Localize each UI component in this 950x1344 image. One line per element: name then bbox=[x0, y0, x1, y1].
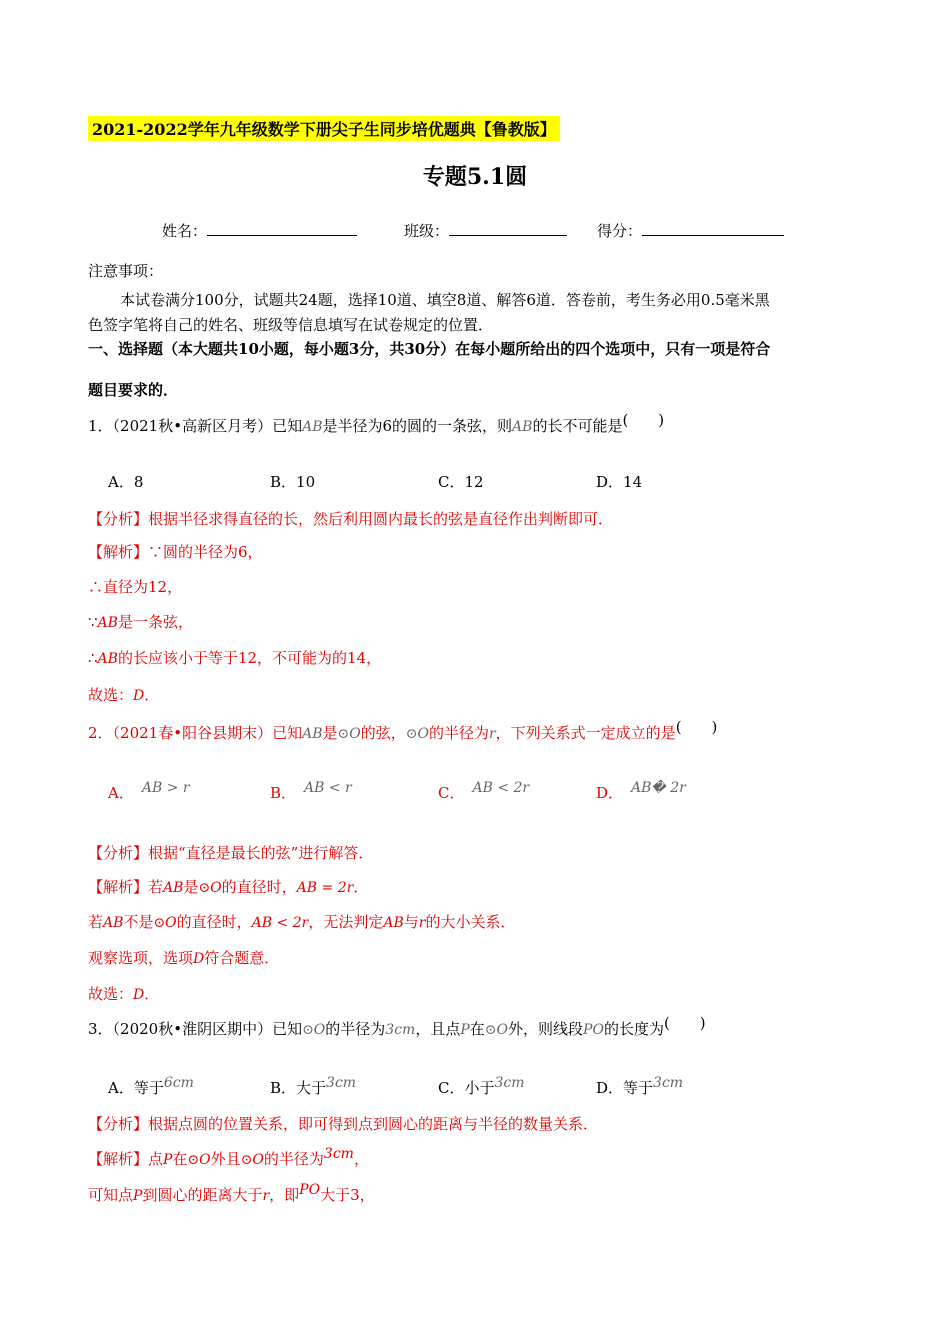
q2-sol3-text-b: 符合题意． bbox=[204, 949, 280, 967]
q1-solution-line-1: 【解析】∵圆的半径为6， bbox=[88, 543, 263, 561]
q1-sol3-math: AB bbox=[97, 615, 118, 631]
class-blank bbox=[449, 221, 567, 236]
q1-answer bbox=[88, 684, 159, 705]
q1-answer-end: ． bbox=[144, 686, 160, 704]
q3-math-3cm: 3cm bbox=[385, 1022, 416, 1038]
q2-sol1-text-c: 的直径时， bbox=[221, 878, 297, 896]
q2-sol3-text-a: 观察选项，选项 bbox=[88, 949, 194, 967]
q3-sol2-text-c: ，即 bbox=[269, 1186, 300, 1204]
q3-option-a bbox=[108, 1077, 194, 1098]
q1-math-ab-2: AB bbox=[512, 419, 533, 435]
q1-analysis: 【分析】根据半径求得直径的长，然后利用圆内最长的弦是直径作出判断即可． bbox=[88, 510, 614, 528]
q2-sol1-math-eq: AB = 2r bbox=[296, 880, 354, 896]
score-field bbox=[597, 220, 784, 241]
q2-sol1-text-a: 【解析】若 bbox=[88, 878, 164, 896]
q2-math-circle-o-2: ⊙O bbox=[405, 726, 429, 742]
q3-solution-line-2 bbox=[88, 1184, 375, 1205]
q2-stem bbox=[88, 718, 718, 743]
q2-answer-paren: ( ) bbox=[675, 718, 718, 736]
q2-option-c-letter: C． bbox=[438, 784, 465, 802]
q2-sol2-text-b: 不是 bbox=[123, 913, 154, 931]
q2-answer-end: ． bbox=[144, 985, 160, 1003]
q3-sol2-text-d: 大于3， bbox=[320, 1186, 375, 1204]
q1-answer-paren: ( ) bbox=[622, 411, 665, 429]
name-field bbox=[162, 220, 357, 241]
notice-heading: 注意事项： bbox=[88, 262, 164, 280]
q3-option-d-letter: D．等于 bbox=[596, 1079, 654, 1097]
q1-option-c: C．12 bbox=[438, 473, 484, 491]
q2-answer-label: 故选： bbox=[88, 985, 134, 1003]
q1-option-b: B．10 bbox=[270, 473, 316, 491]
document-banner: 2021-2022学年九年级数学下册尖子生同步培优题典【鲁教版】 bbox=[88, 116, 560, 141]
q2-solution-line-1 bbox=[88, 876, 368, 897]
q3-stem-text-c: ，且点 bbox=[415, 1020, 461, 1038]
q2-analysis: 【分析】根据“直径是最长的弦”进行解答． bbox=[88, 844, 374, 862]
page-title: 专题5.1圆 bbox=[422, 164, 528, 190]
q3-sol1-text-e: ， bbox=[353, 1150, 369, 1168]
q3-sol2-text-a: 可知点 bbox=[88, 1186, 134, 1204]
q3-option-b-letter: B．大于 bbox=[270, 1079, 327, 1097]
q1-sol3-text-a: ∵ bbox=[88, 613, 98, 631]
q2-sol2-text-a: 若 bbox=[88, 913, 104, 931]
class-field bbox=[404, 220, 567, 241]
q3-option-b-expr: 3cm bbox=[326, 1075, 357, 1091]
q2-option-d-letter: D． bbox=[596, 784, 624, 802]
q1-solution-line-3 bbox=[88, 611, 193, 632]
q1-sol3-text-b: 是一条弦， bbox=[117, 613, 193, 631]
section-heading-line-1: 一、选择题（本大题共10小题，每小题3分，共30分）在每小题所给出的四个选项中，只有一项是符合 bbox=[88, 340, 771, 358]
q1-sol4-text-a: ∴ bbox=[88, 649, 98, 667]
score-blank bbox=[642, 221, 784, 236]
q3-stem-text-e: 外，则线段 bbox=[508, 1020, 584, 1038]
q1-answer-label: 故选： bbox=[88, 686, 134, 704]
q2-option-b bbox=[270, 782, 352, 803]
q3-sol1-text-d: 的半径为 bbox=[263, 1150, 324, 1168]
class-label: 班级： bbox=[404, 222, 450, 240]
name-label: 姓名： bbox=[162, 222, 208, 240]
q2-sol1-text-b: 是 bbox=[183, 878, 199, 896]
q3-analysis: 【分析】根据点圆的位置关系，即可得到点到圆心的距离与半径的数量关系． bbox=[88, 1115, 599, 1133]
q3-math-circle-o-2: ⊙O bbox=[484, 1022, 509, 1038]
q3-stem-text-a: 3．（2020秋•淮阴区期中）已知 bbox=[88, 1020, 303, 1038]
section-heading-line-2: 题目要求的． bbox=[88, 381, 179, 399]
q2-answer bbox=[88, 983, 159, 1004]
q2-math-r: r bbox=[488, 726, 496, 742]
q3-stem-text-d: 在 bbox=[469, 1020, 485, 1038]
q1-sol4-math: AB bbox=[97, 651, 118, 667]
q3-option-c-expr: 3cm bbox=[494, 1075, 525, 1091]
score-label: 得分： bbox=[597, 222, 643, 240]
q3-sol2-math-p: P bbox=[133, 1188, 143, 1204]
q2-sol2-text-c: 的直径时， bbox=[176, 913, 252, 931]
q1-solution-line-4 bbox=[88, 647, 381, 668]
q3-option-a-expr: 6cm bbox=[163, 1075, 194, 1091]
q2-stem-text-a: 2．（2021春•阳谷县期末）已知 bbox=[88, 724, 303, 742]
q3-option-c bbox=[438, 1077, 525, 1098]
notice-line-1: 本试卷满分100分，试题共24题，选择10道、填空8道、解答6道．答卷前，考生务必用0.5毫米黑 bbox=[120, 291, 770, 309]
q3-option-c-letter: C．小于 bbox=[438, 1079, 495, 1097]
q2-option-b-letter: B． bbox=[270, 784, 297, 802]
q3-math-p: P bbox=[460, 1022, 470, 1038]
q1-stem bbox=[88, 411, 665, 436]
q2-solution-line-2 bbox=[88, 911, 515, 932]
q2-option-a bbox=[108, 782, 190, 803]
q2-option-a-letter: A． bbox=[108, 784, 134, 802]
q2-option-c-expr: AB < 2r bbox=[472, 780, 530, 796]
name-blank bbox=[207, 221, 357, 236]
q3-option-d bbox=[596, 1077, 683, 1098]
q2-sol1-text-d: ． bbox=[353, 878, 369, 896]
q2-stem-text-e: ，下列关系式一定成立的是 bbox=[495, 724, 676, 742]
q3-stem bbox=[88, 1014, 706, 1039]
q2-sol1-math-circle-o: ⊙O bbox=[198, 880, 222, 896]
q2-option-b-expr: AB < r bbox=[304, 780, 352, 796]
q2-math-ab: AB bbox=[302, 726, 323, 742]
q3-sol1-math-circle-o-2: ⊙O bbox=[240, 1152, 264, 1168]
q2-sol2-text-f: 的大小关系． bbox=[425, 913, 516, 931]
q2-stem-text-c: 的弦， bbox=[360, 724, 406, 742]
q3-option-d-expr: 3cm bbox=[653, 1075, 684, 1091]
q3-stem-text-f: 的长度为 bbox=[603, 1020, 664, 1038]
q2-sol2-math-r: r bbox=[418, 915, 426, 931]
q3-solution-line-1 bbox=[88, 1148, 369, 1169]
q3-sol1-text-a: 【解析】点 bbox=[88, 1150, 164, 1168]
q3-sol1-math-circle-o: ⊙O bbox=[187, 1152, 211, 1168]
q1-sol4-text-b: 的长应该小于等于12，不可能为的14， bbox=[117, 649, 382, 667]
q2-sol3-math: D bbox=[193, 951, 205, 967]
q2-sol2-text-d: ，无法判定 bbox=[308, 913, 384, 931]
q2-sol1-math-ab: AB bbox=[163, 880, 184, 896]
q3-sol1-math-p: P bbox=[163, 1152, 173, 1168]
q1-stem-text-a: 1．（2021秋•高新区月考）已知 bbox=[88, 417, 303, 435]
q3-sol2-math-r: r bbox=[262, 1188, 270, 1204]
q1-stem-text-c: 的长不可能是 bbox=[532, 417, 623, 435]
q3-sol2-text-b: 到圆心的距离大于 bbox=[142, 1186, 263, 1204]
q2-answer-choice: D bbox=[133, 987, 145, 1003]
q3-answer-paren: ( ) bbox=[663, 1014, 706, 1032]
q1-answer-choice: D bbox=[133, 688, 145, 704]
q2-solution-line-3 bbox=[88, 947, 279, 968]
q2-option-c bbox=[438, 782, 529, 803]
q1-solution-line-2: ∴直径为12， bbox=[88, 578, 183, 596]
q3-option-a-letter: A．等于 bbox=[108, 1079, 164, 1097]
q2-sol2-text-e: 与 bbox=[403, 913, 419, 931]
q2-sol2-math-ab: AB bbox=[103, 915, 124, 931]
q3-sol1-math-3cm: 3cm bbox=[323, 1146, 354, 1162]
q3-sol2-math-po: PO bbox=[299, 1182, 321, 1198]
q2-sol2-math-ineq: AB < 2r bbox=[251, 915, 309, 931]
q1-math-ab: AB bbox=[302, 419, 323, 435]
q3-sol1-text-b: 在 bbox=[172, 1150, 188, 1168]
q2-option-d bbox=[596, 782, 686, 803]
q3-sol1-text-c: 外且 bbox=[210, 1150, 241, 1168]
q2-stem-text-d: 的半径为 bbox=[428, 724, 489, 742]
q2-option-d-expr: AB� 2r bbox=[631, 780, 686, 796]
q2-sol2-math-ab-2: AB bbox=[383, 915, 404, 931]
q3-math-po: PO bbox=[583, 1022, 604, 1038]
q2-stem-text-b: 是 bbox=[322, 724, 338, 742]
q2-option-a-expr: AB > r bbox=[141, 780, 190, 796]
notice-line-2: 色签字笔将自己的姓名、班级等信息填写在试卷规定的位置． bbox=[88, 316, 494, 334]
q1-option-a: A．8 bbox=[108, 473, 144, 491]
q3-math-circle-o: ⊙O bbox=[302, 1022, 326, 1038]
q1-option-d: D．14 bbox=[596, 473, 643, 491]
q3-stem-text-b: 的半径为 bbox=[325, 1020, 386, 1038]
q3-option-b bbox=[270, 1077, 356, 1098]
q2-sol2-math-circle-o: ⊙O bbox=[153, 915, 177, 931]
q1-stem-text-b: 是半径为6的圆的一条弦，则 bbox=[322, 417, 513, 435]
q2-math-circle-o: ⊙O bbox=[337, 726, 361, 742]
